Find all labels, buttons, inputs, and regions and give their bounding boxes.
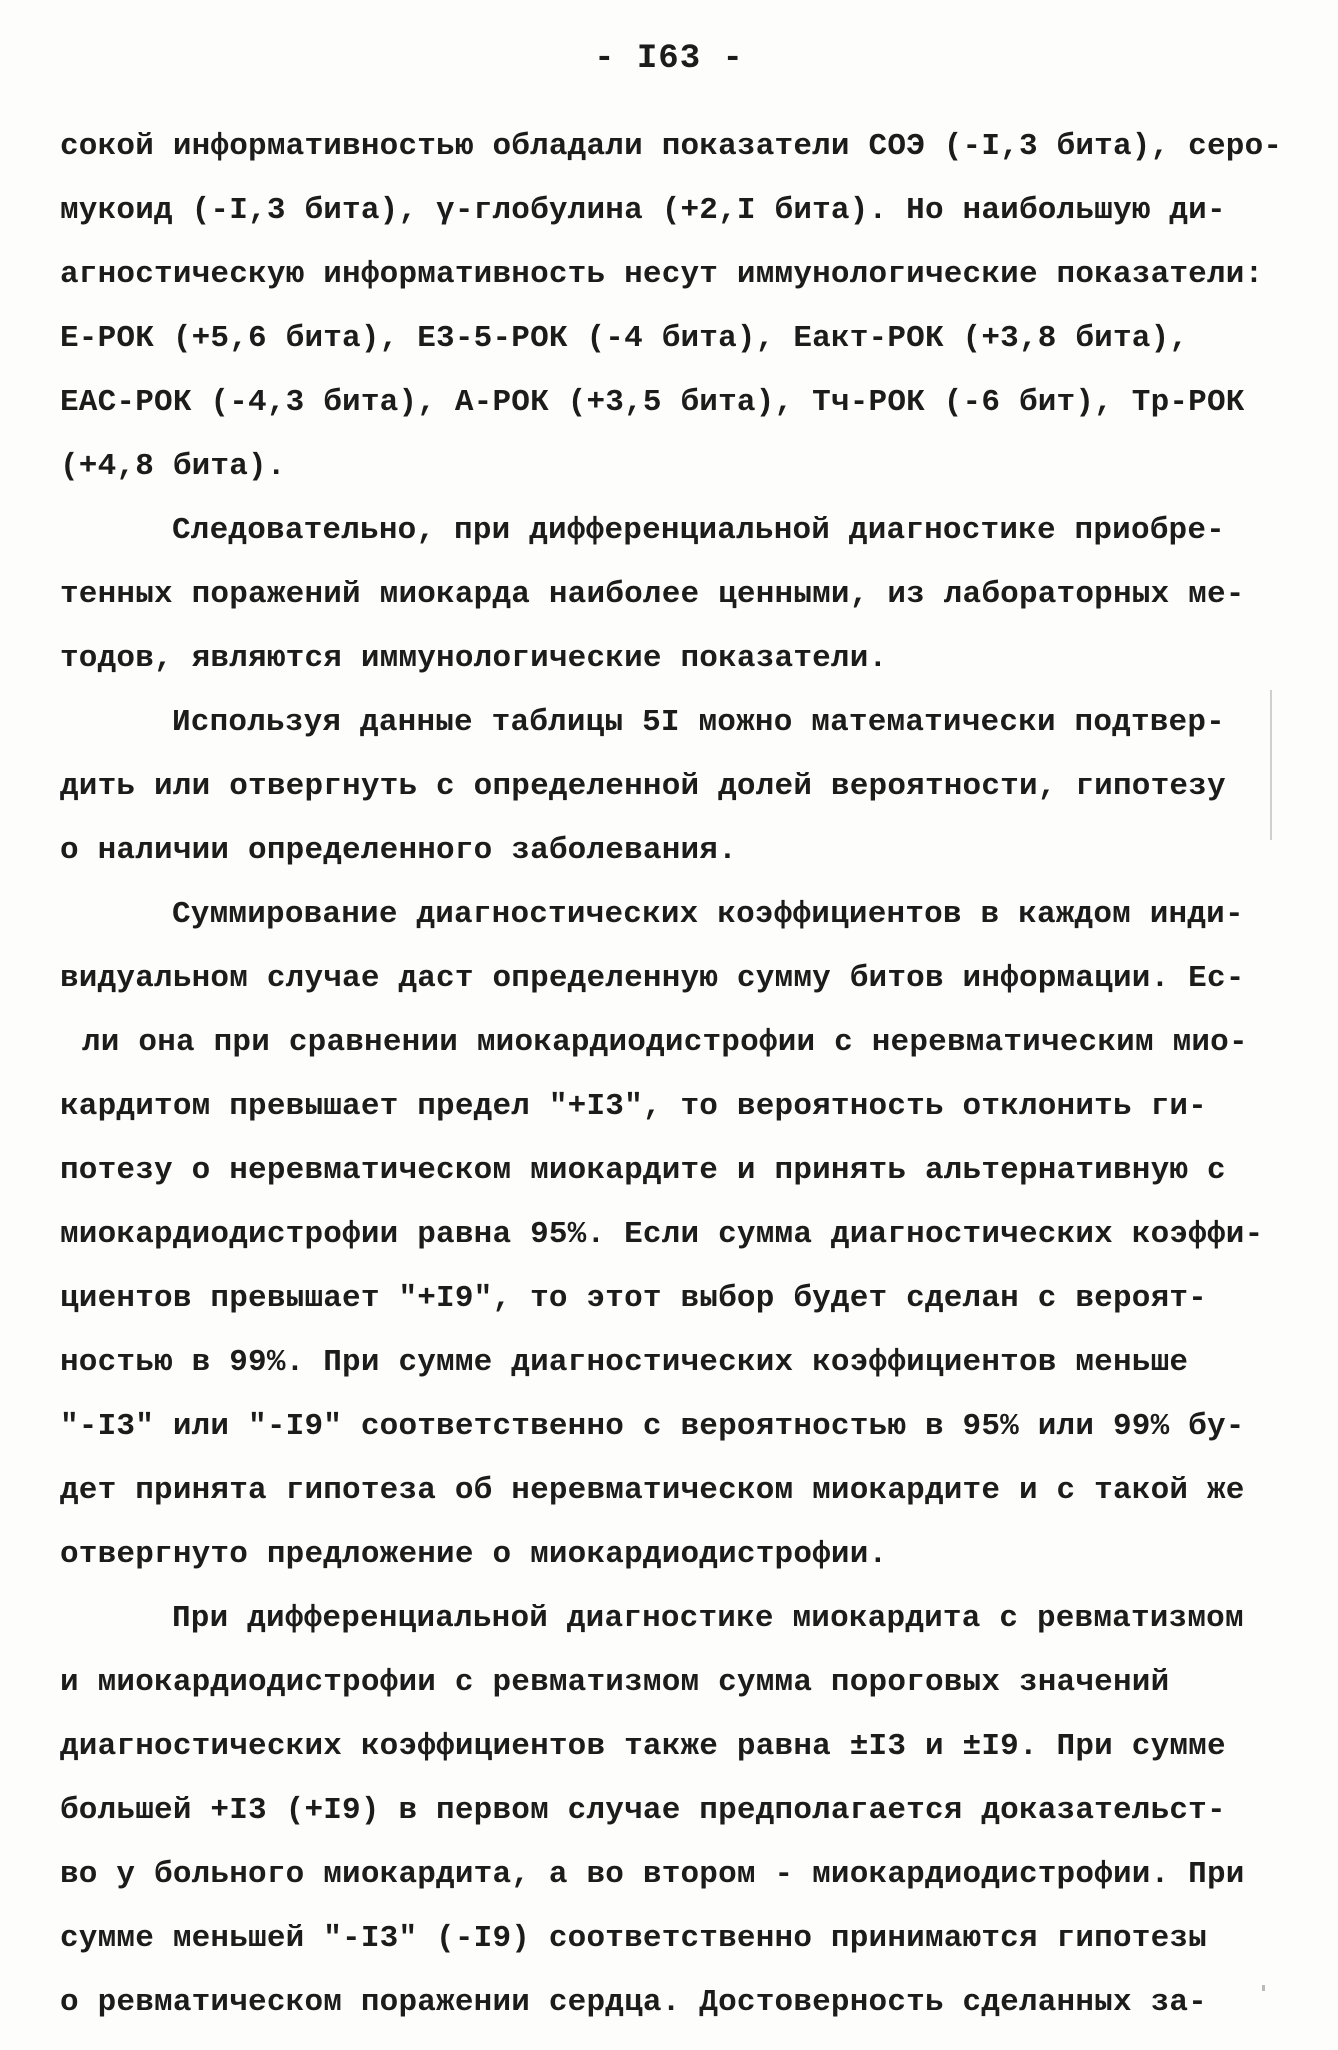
text-line: видуальном случае даст определенную сумму битов информации. Ес- <box>60 961 1245 996</box>
text-line: Е-РОК (+5,6 бита), Е3-5-РОК (-4 бита), Еакт-РОК (+3,8 бита), <box>60 321 1189 356</box>
text-line: и миокардиодистрофии с ревматизмом сумма пороговых значений <box>60 1665 1170 1700</box>
body-text <box>60 115 1283 2035</box>
text-line: "-I3" или "-I9" соответственно с вероятностью в 95% или 99% бу- <box>60 1409 1245 1444</box>
text-line: мукоид (-I,3 бита), γ-глобулина (+2,I бита). Но наибольшую ди- <box>60 193 1226 228</box>
text-line: ЕАС-РОК (-4,3 бита), А-РОК (+3,5 бита), Тч-РОК (-6 бит), Тр-РОК <box>60 385 1245 420</box>
text-line: тенных поражений миокарда наиболее ценными, из лабораторных ме- <box>60 577 1245 612</box>
text-line: миокардиодистрофии равна 95%. Если сумма диагностических коэффи- <box>60 1217 1264 1252</box>
text-line: дить или отвергнуть с определенной долей вероятности, гипотезу <box>60 769 1226 804</box>
margin-pencil-mark <box>1270 690 1272 840</box>
text-line: потезу о неревматическом миокардите и принять альтернативную с <box>60 1153 1226 1188</box>
paragraph-start-line: Суммирование диагностических коэффициентов в каждом инди- <box>172 897 1244 932</box>
text-line: (+4,8 бита). <box>60 449 286 484</box>
text-line: дет принята гипотеза об неревматическом миокардите и с такой же <box>60 1473 1245 1508</box>
text-line: о ревматическом поражении сердца. Достоверность сделанных за- <box>60 1985 1207 2020</box>
text-line: сумме меньшей "-I3" (-I9) соответственно принимаются гипотезы <box>60 1921 1207 1956</box>
text-line: большей +I3 (+I9) в первом случае предполагается доказательст- <box>60 1793 1226 1828</box>
text-line: циентов превышает "+I9", то этот выбор будет сделан с вероят- <box>60 1281 1207 1316</box>
page-number: - I63 - <box>594 40 744 78</box>
paragraph-start-line: Используя данные таблицы 5I можно математически подтвер- <box>172 705 1225 740</box>
ink-speck <box>1262 1985 1265 1991</box>
text-line: отвергнуто предложение о миокардиодистрофии. <box>60 1537 888 1572</box>
text-line: ностью в 99%. При сумме диагностических коэффициентов меньше <box>60 1345 1189 1380</box>
text-line: агностическую информативность несут иммунологические показатели: <box>60 257 1264 292</box>
text-line: тодов, являются иммунологические показатели. <box>60 641 888 676</box>
text-line: кардитом превышает предел "+I3", то вероятность отклонить ги- <box>60 1089 1207 1124</box>
text-line: сокой информативностью обладали показатели СОЭ (-I,3 бита), серо- <box>60 129 1283 164</box>
text-line: диагностических коэффициентов также равна ±I3 и ±I9. При сумме <box>60 1729 1226 1764</box>
text-line: во у больного миокардита, а во втором - миокардиодистрофии. При <box>60 1857 1245 1892</box>
paragraph-start-line: При дифференциальной диагностике миокардита с ревматизмом <box>172 1601 1244 1636</box>
text-line: о наличии определенного заболевания. <box>60 833 737 868</box>
paragraph-start-line: Следовательно, при дифференциальной диагностике приобре- <box>172 513 1225 548</box>
text-line: ли она при сравнении миокардиодистрофии с неревматическим мио- <box>82 1025 1248 1060</box>
